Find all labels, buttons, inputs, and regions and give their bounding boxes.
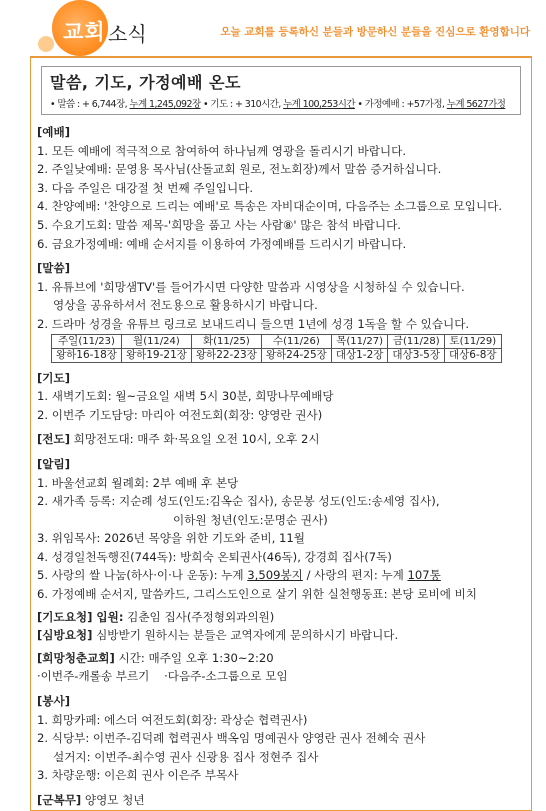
title-box: [41, 66, 521, 115]
section-heading-youth: [희망청춘교회]: [37, 650, 115, 665]
content-box: [30, 56, 532, 811]
section-heading-visit: [심방요청]: [37, 628, 93, 643]
notice-item: 6. 가정예배 순서지, 말씀카드, 그리스도인으로 살기 위한 실천행동표: 본당 로비에 비치: [37, 587, 477, 602]
notice-item: 2. 새가족 등록: 지순례 성도(인도:김옥순 집사), 송문봉 성도(인도:송세영 집사),: [37, 494, 440, 509]
schedule-day-cell: 토(11/29): [445, 334, 502, 348]
worship-item: 4. 찬양예배: '찬양으로 드리는 예배'로 특송은 자비대순이며, 다음주는 소그룹으로 모입니다.: [37, 199, 503, 214]
section-heading-prayer: [기도]: [37, 370, 70, 385]
youth-line: [희망청춘교회] 시간: 매주일 오후 1:30~2:20: [37, 650, 274, 665]
stats-line: [50, 96, 512, 110]
logo-sub-text: 소식: [108, 22, 147, 46]
worship-item: 3. 다음 주일은 대강절 첫 번째 주일입니다.: [37, 180, 254, 195]
bible-schedule-table: [51, 334, 502, 363]
letter-total: 107통: [407, 568, 441, 583]
schedule-reading-cell: 대상3-5장: [388, 348, 445, 362]
schedule-day-cell: 화(11/25): [191, 334, 261, 348]
rice-total: 3,509봉지: [247, 568, 303, 583]
schedule-days-row: [52, 334, 502, 348]
schedule-day-cell: 금(11/28): [388, 334, 445, 348]
schedule-reading-row: [52, 348, 502, 362]
worship-item: 2. 주일낮예배: 문영용 목사님(산돌교회 원로, 전노회장)께서 말씀 증거하십니다.: [37, 162, 442, 177]
stat-prayer-total: 누계 100,253시간: [283, 99, 355, 110]
visit-line: [심방요청] 심방받기 원하시는 분들은 교역자에게 문의하시기 바랍니다.: [37, 628, 399, 643]
section-heading-military: [군복무]: [37, 793, 82, 807]
notice-item-continued: 이하원 청년(인도:문명순 권사): [173, 512, 328, 527]
word-item: 1. 유튜브에 '희망샘TV'를 들어가시면 다양한 말씀과 시영상을 시청하실 수 있습니다.: [37, 279, 465, 294]
stat-family-total: 누계 5627가정: [446, 99, 506, 110]
page-title: 말씀, 기도, 가정예배 온도: [50, 73, 241, 92]
section-heading-service: [봉사]: [37, 694, 70, 709]
logo-main-text: 교회: [63, 20, 106, 44]
service-item: 1. 희망카페: 에스더 여전도회(회장: 곽상순 협력권사): [37, 712, 308, 727]
hospital-line: [기도요청] 입원: 김춘임 집사(주정형외과의원): [37, 609, 275, 624]
section-heading-evangelism: [전도]: [37, 432, 70, 447]
military-line: [군복무] 양영모 청년: [37, 793, 145, 807]
stat-word: • 말씀 : + 6,744장,: [50, 99, 127, 110]
schedule-day-cell: 주일(11/23): [52, 334, 122, 348]
schedule-reading-cell: 왕하22-23장: [191, 348, 261, 362]
decorative-small-circle: [38, 36, 54, 52]
word-item-continued: 영상을 공유하셔서 전도용으로 활용하시기 바랍니다.: [53, 298, 318, 313]
word-item: 2. 드라마 성경을 유튜브 링크로 보내드리니 들으면 1년에 성경 1독을 할 수 있습니다.: [37, 316, 470, 331]
header: [0, 0, 546, 56]
schedule-day-cell: 목(11/27): [331, 334, 388, 348]
section-heading-word: [말씀]: [37, 261, 70, 276]
welcome-message: 오늘 교회를 등록하신 분들과 방문하신 분들을 진심으로 환영합니다: [220, 26, 530, 38]
schedule-day-cell: 월(11/24): [121, 334, 191, 348]
service-item: 3. 차량운행: 이은희 권사 이은주 부목사: [37, 768, 239, 783]
stat-word-total: 누계 1,245,092장: [129, 99, 201, 110]
section-heading-worship: [예배]: [37, 125, 70, 139]
schedule-reading-cell: 대상1-2장: [331, 348, 388, 362]
prayer-item: 2. 이번주 기도담당: 마리아 여전도회(회장: 양영란 권사): [37, 407, 323, 422]
notice-item: 4. 성경일천독행진(744독): 방희숙 온퇴권사(46독), 강경희 집사(7독): [37, 549, 392, 564]
schedule-day-cell: 수(11/26): [261, 334, 331, 348]
schedule-reading-cell: 왕하24-25장: [261, 348, 331, 362]
youth-detail: ·이번주-캐롤송 부르기 ·다음주-소그룹으로 모임: [37, 669, 288, 684]
worship-item: 6. 금요가정예배: 예배 순서지를 이용하여 가정예배를 드리시기 바랍니다.: [37, 236, 407, 251]
section-heading-notice: [알림]: [37, 456, 70, 471]
prayer-item: 1. 새벽기도회: 월~금요일 새벽 5시 30분, 희망나무예배당: [37, 389, 334, 404]
evangelism-line: [37, 430, 523, 449]
stat-family: • 가정예배 : +57가정,: [357, 99, 445, 110]
schedule-reading-cell: 대상6-8장: [445, 348, 502, 362]
schedule-reading-cell: 왕하19-21장: [121, 348, 191, 362]
notice-item: 3. 위임목사: 2026년 목양을 위한 기도와 준비, 11월: [37, 531, 305, 546]
stat-prayer: • 기도 : + 310시간,: [202, 99, 281, 110]
notice-item: 5. 사랑의 쌀 나눔(하사·이·나 운동): 누계 3,509봉지 / 사랑의 편지: 누계 107통: [37, 568, 441, 583]
section-heading-hospital: [기도요청] 입원:: [37, 609, 124, 624]
evangelism-text: 희망전도대: 매주 화·목요일 오전 10시, 오후 2시: [70, 432, 320, 447]
worship-item: 1. 모든 예배에 적극적으로 참여하여 하나님께 영광을 돌리시기 바랍니다.: [37, 143, 407, 158]
schedule-reading-cell: 왕하16-18장: [52, 348, 122, 362]
notice-item: 1. 바울선교회 월례회: 2부 예배 후 본당: [37, 475, 239, 490]
service-item-continued: 설거지: 이번주-최수영 권사 신광용 집사 정현주 집사: [53, 749, 319, 764]
content: [31, 115, 531, 810]
worship-item: 5. 수요기도회: 말씀 제목-'희망을 품고 사는 사람⑧' 많은 참석 바랍니다.: [37, 217, 401, 232]
service-item: 2. 식당부: 이번주-김덕례 협력권사 백옥임 명예권사 양영란 권사 전혜숙 권사: [37, 731, 426, 746]
